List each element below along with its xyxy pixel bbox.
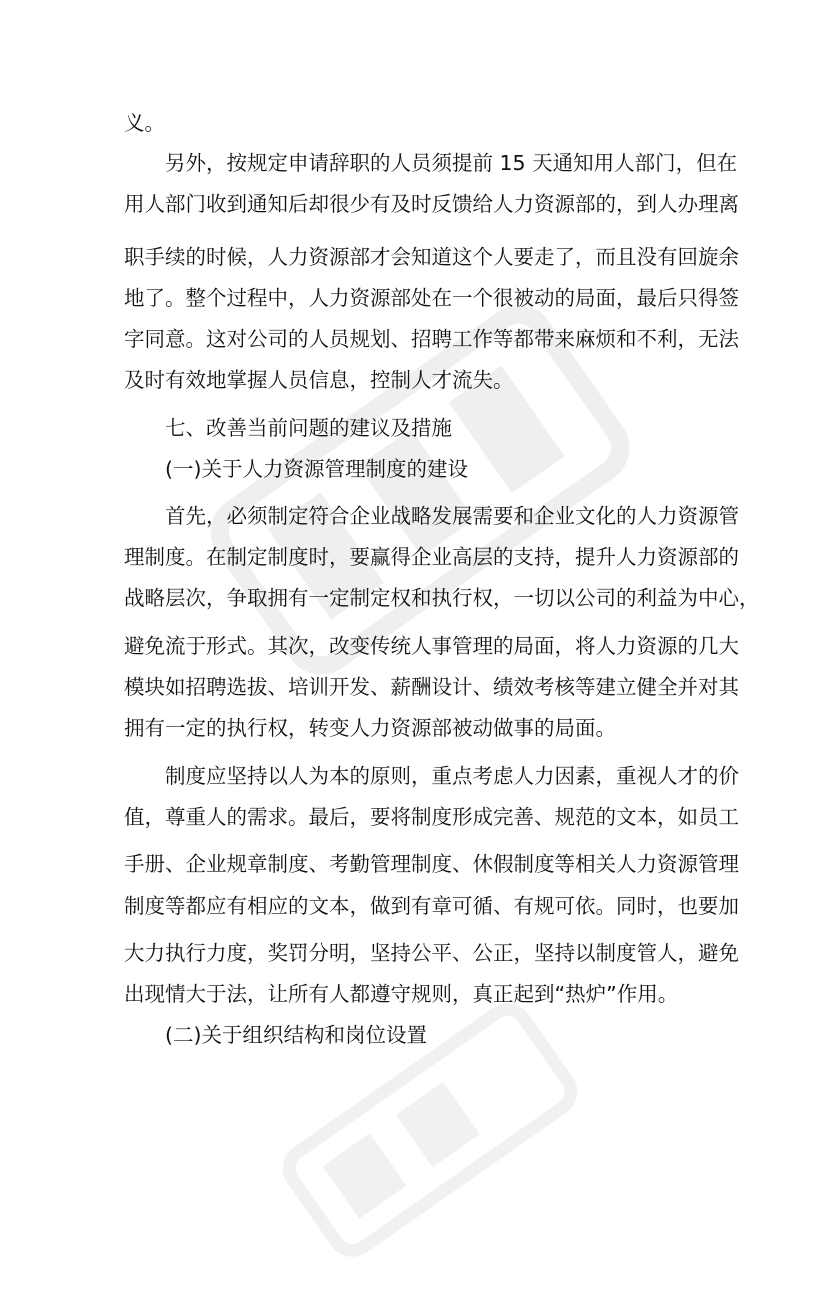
paragraph-line: 首先，必须制定符合企业战略发展需要和企业文化的人力资源管: [165, 504, 739, 528]
paragraph-line: 避免流于形式。其次，改变传统人事管理的局面，将人力资源的几大: [124, 634, 739, 658]
paragraph-line: 及时有效地掌握人员信息，控制人才流失。: [124, 368, 514, 392]
paragraph-line: 用人部门收到通知后却很少有及时反馈给人力资源部的，到人办理离: [124, 192, 739, 216]
paragraph-line: 制度等都应有相应的文本，做到有章可循、有规可依。同时，也要加: [124, 894, 739, 918]
paragraph-line: 战略层次，争取拥有一定制定权和执行权，一切以公司的利益为中心，: [124, 586, 760, 610]
paragraph-line: 制度应坚持以人为本的原则，重点考虑人力因素，重视人才的价: [165, 764, 739, 788]
subsection-heading: (二)关于组织结构和岗位设置: [165, 1023, 427, 1047]
paragraph-line: 理制度。在制定制度时，要赢得企业高层的支持，提升人力资源部的: [124, 545, 739, 569]
paragraph-line: 职手续的时候，人力资源部才会知道这个人要走了，而且没有回旋余: [124, 245, 739, 269]
paragraph-line: 义。: [124, 111, 165, 135]
paragraph-line: 拥有一定的执行权，转变人力资源部被动做事的局面。: [124, 716, 616, 740]
paragraph-line: 出现情大于法，让所有人都遵守规则，真正起到“热炉”作用。: [124, 982, 679, 1006]
paragraph-line: 地了。整个过程中，人力资源部处在一个很被动的局面，最后只得签: [124, 286, 739, 310]
subsection-heading: (一)关于人力资源管理制度的建设: [165, 457, 468, 481]
paragraph-line: 手册、企业规章制度、考勤管理制度、休假制度等相关人力资源管理: [124, 852, 739, 876]
paragraph-line: 字同意。这对公司的人员规划、招聘工作等都带来麻烦和不利，无法: [124, 327, 739, 351]
section-heading: 七、改善当前问题的建议及措施: [165, 416, 452, 440]
paragraph-line: 模块如招聘选拔、培训开发、薪酬设计、绩效考核等建立健全并对其: [124, 675, 739, 699]
paragraph-line: 值，尊重人的需求。最后，要将制度形成完善、规范的文本，如员工: [124, 805, 739, 829]
paragraph-line: 大力执行力度，奖罚分明，坚持公平、公正，坚持以制度管人，避免: [124, 941, 739, 965]
paragraph-line: 另外，按规定申请辞职的人员须提前 15 天通知用人部门，但在: [165, 151, 738, 175]
